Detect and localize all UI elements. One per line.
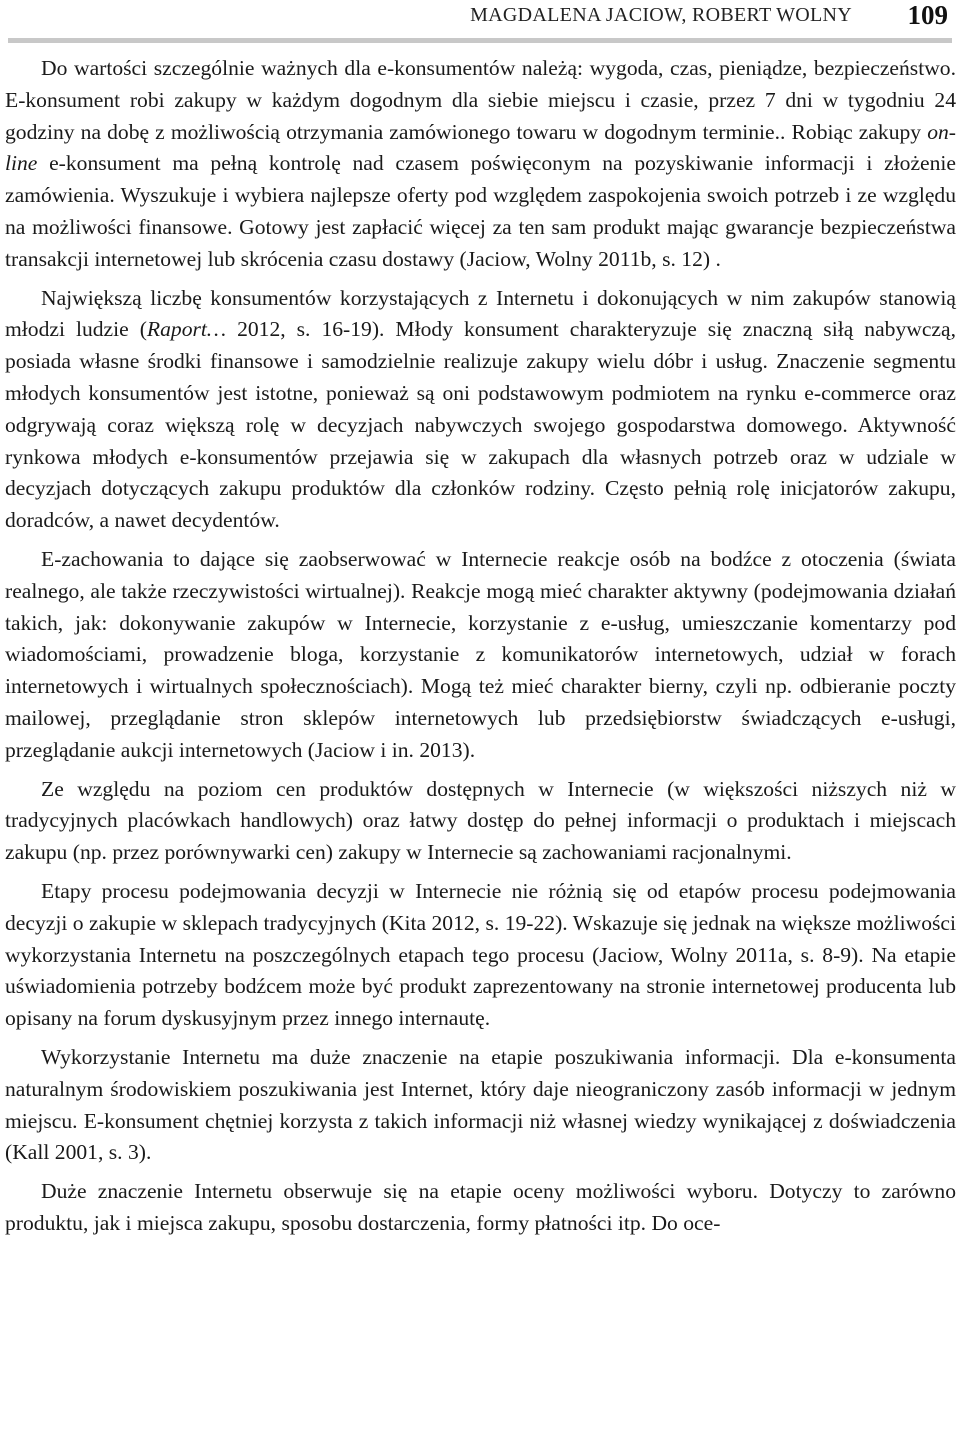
paragraph-1-italic: on-line [5,119,956,176]
paragraph-2-text: Największą liczbę konsumentów korzystających z Internetu i dokonujących w nim zakupów stanowią młodzi ludzie ( [5,285,956,342]
paragraph-7: Duże znaczenie Internetu obserwuje się na etapie oceny możliwości wyboru. Dotyczy to zarówno produktu, jak i miejsca zakupu, sposobu dostarczenia, formy płatności itp. Do oce- [5,1179,956,1235]
header-authors: MAGDALENA JACIOW, ROBERT WOLNY [470,4,852,26]
paragraph-1-text-after: e-konsument ma pełną kontrolę nad czasem poświęconym na pozyskiwanie informacji i złożenie zamówienia. Wyszukuje i wybiera najlepsze oferty pod względem zaspokojenia swoich potrzeb i ze względu na możliwości finansowe. Gotowy jest zapłacić więcej za ten sam produkt mając gwarancje bezpieczeństwa transakcji internetowej lub skrócenia czasu dostawy (Jaciow, Wolny 2011b, s. 12) . [5,151,956,271]
paragraph-4: Ze względu na poziom cen produktów dostępnych w Internecie (w większości niższych niż w tradycyjnych placówkach handlowych) oraz łatwy dostęp do pełnej informacji o produktach i miejscach zakupu (np. przez porównywarki cen) zakupy w Internecie są zachowaniami racjonalnymi. [5,776,956,865]
paragraph-5: Etapy procesu podejmowania decyzji w Internecie nie różnią się od etapów procesu podejmowania decyzji o zakupie w sklepach tradycyjnych (Kita 2012, s. 19-22). Wskazuje się jednak na większe możliwości wykorzystania Internetu na poszczególnych etapach tego procesu (Jaciow, Wolny 2011a, s. 8-9). Na etapie uświadomienia potrzeby bodźcem może być produkt zaprezentowany na stronie internetowej producenta lub opisany na forum dyskusyjnym przez innego internautę. [5,878,956,1031]
paragraph-1 [5,53,956,276]
paragraph-6: Wykorzystanie Internetu ma duże znaczenie na etapie poszukiwania informacji. Dla e-konsumenta naturalnym środowiskiem poszukiwania jest Internet, który daje nieograniczony zasób informacji w jednym miejscu. E-konsument chętniej korzysta z takich informacji niż własnej wiedzy wynikającej z doświadczenia (Kall 2001, s. 3). [5,1044,956,1165]
paragraph-3: E-zachowania to dające się zaobserwować w Internecie reakcje osób na bodźce z otoczenia (świata realnego, ale także rzeczywistości wirtualnej). Reakcje mogą mieć charakter aktywny (podejmowania działań takich, jak: dokonywanie zakupów w Internecie, korzystanie z e-usług, umieszczanie komentarzy pod wiadomościami, prowadzenie bloga, korzystanie z komunikatorów internetowych, udział w forach internetowych i wirtualnych społecznościach). Mogą też mieć charakter bierny, czyli np. odbieranie poczty mailowej, przeglądanie stron sklepów internetowych lub przedsiębiorstw świadczących e-usługi, przeglądanie aukcji internetowych (Jaciow i in. 2013). [5,546,956,762]
paragraph-2-text-after: 2012, s. 16-19). Młody konsument charakteryzuje się znaczną siłą nabywczą, posiada własne środki finansowe i samodzielnie realizuje zakupy wielu dóbr i usług. Znaczenie segmentu młodych konsumentów jest istotne, ponieważ są oni podstawowym podmiotem na rynku e-commerce oraz odgrywają coraz większą rolę w decyzjach nabywczych swojego gospodarstwa domowego. Aktywność rynkowa młodych e-konsumentów przejawia się w zakupach dla własnych potrzeb oraz w udziale w decyzjach dotyczących zakupu produktów dla członków rodziny. Często pełnią rolę inicjatorów zakupu, doradców, a nawet decydentów. [5,317,956,533]
paragraph-1-text: Do wartości szczególnie ważnych dla e-konsumentów należą: wygoda, czas, pieniądze, bezpieczeństwo. E-konsument robi zakupy w każdym dogodnym dla siebie miejscu i czasie, przez 7 dni w tygodniu 24 godziny na dobę z możliwością otrzymania zamówionego towaru w dogodnym terminie.. Robiąc zakupy [5,56,956,144]
paragraph-2 [5,283,956,537]
page-number: 109 [907,0,948,30]
paragraph-2-italic: Raport… [146,317,227,342]
body-text [5,53,956,1238]
running-header [8,0,952,43]
